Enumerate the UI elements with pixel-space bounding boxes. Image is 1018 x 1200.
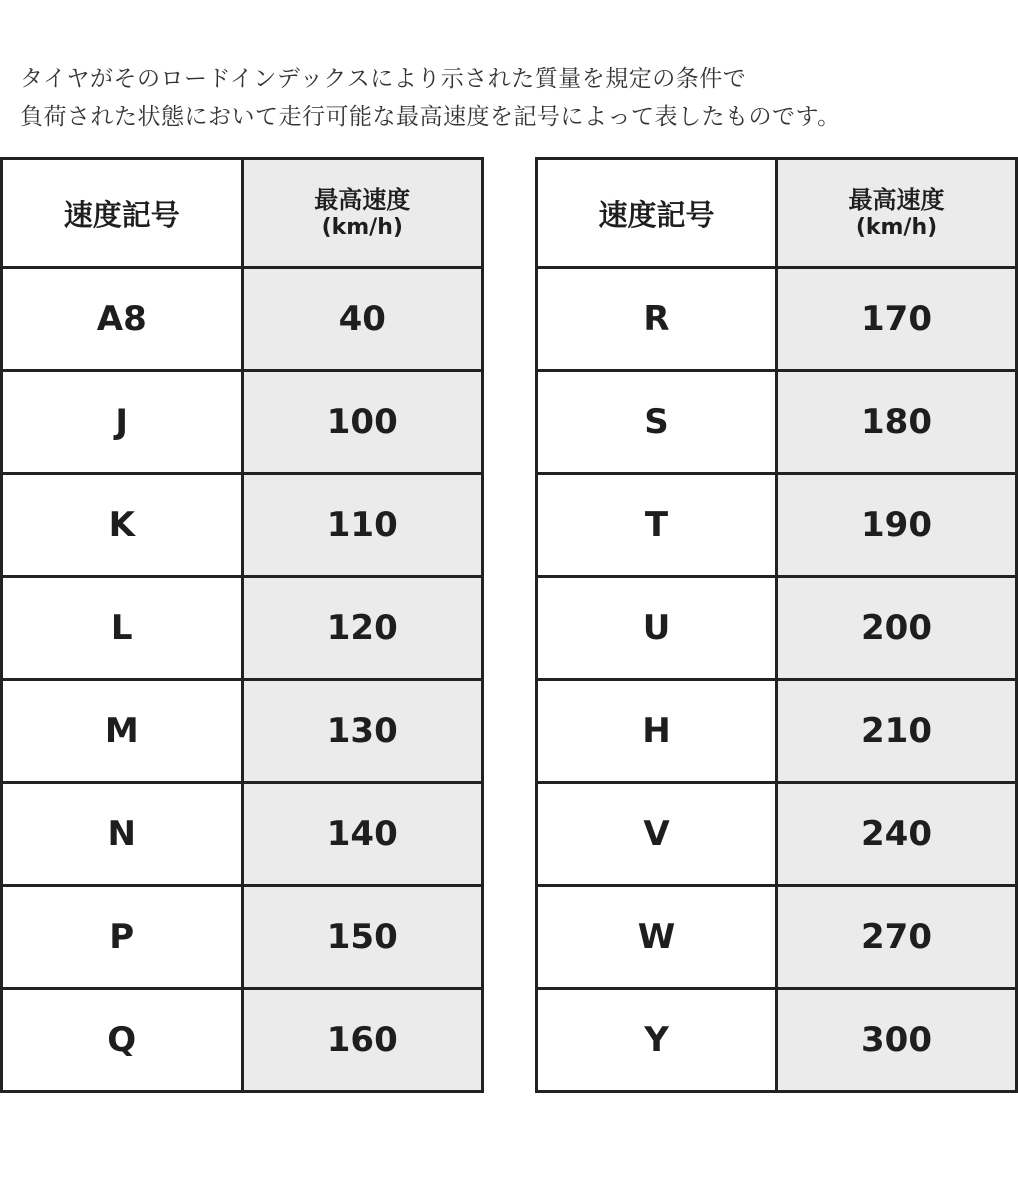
header-row: [2, 159, 483, 268]
table-row: [537, 268, 1017, 371]
max-speed-cell: 160: [242, 989, 483, 1092]
table-row: [2, 783, 483, 886]
speed-symbol-cell: J: [2, 371, 243, 474]
max-speed-cell: 100: [242, 371, 483, 474]
header-speed-title: 最高速度: [314, 186, 411, 214]
max-speed-cell: 150: [242, 886, 483, 989]
speed-table-left: [0, 157, 484, 1093]
speed-symbol-cell: M: [2, 680, 243, 783]
table-row: [2, 989, 483, 1092]
table-row: [537, 989, 1017, 1092]
header-code: 速度記号: [2, 159, 243, 268]
table-row: [537, 577, 1017, 680]
max-speed-cell: 110: [242, 474, 483, 577]
header-speed-unit: (km/h): [855, 215, 938, 240]
speed-symbol-cell: L: [2, 577, 243, 680]
intro-text: [20, 60, 1010, 136]
table-row: [537, 474, 1017, 577]
table-row: [2, 371, 483, 474]
speed-symbol-cell: H: [537, 680, 777, 783]
max-speed-cell: 170: [777, 268, 1017, 371]
max-speed-cell: 210: [777, 680, 1017, 783]
table-row: [537, 886, 1017, 989]
table-row: [537, 371, 1017, 474]
speed-symbol-cell: S: [537, 371, 777, 474]
header-code: 速度記号: [537, 159, 777, 268]
intro-line-1: タイヤがそのロードインデックスにより示された質量を規定の条件で: [20, 66, 747, 92]
speed-symbol-cell: Q: [2, 989, 243, 1092]
speed-symbol-cell: N: [2, 783, 243, 886]
table-row: [2, 474, 483, 577]
table-row: [2, 577, 483, 680]
header-speed: [242, 159, 483, 268]
speed-symbol-cell: R: [537, 268, 777, 371]
max-speed-cell: 140: [242, 783, 483, 886]
speed-table-right: [535, 157, 1018, 1093]
speed-symbol-cell: U: [537, 577, 777, 680]
max-speed-cell: 40: [242, 268, 483, 371]
max-speed-cell: 190: [777, 474, 1017, 577]
max-speed-cell: 200: [777, 577, 1017, 680]
speed-symbol-cell: P: [2, 886, 243, 989]
speed-symbol-cell: T: [537, 474, 777, 577]
max-speed-cell: 240: [777, 783, 1017, 886]
max-speed-cell: 130: [242, 680, 483, 783]
header-speed: [777, 159, 1017, 268]
speed-symbol-cell: A8: [2, 268, 243, 371]
header-speed-unit: (km/h): [321, 215, 403, 240]
header-speed-title: 最高速度: [848, 186, 945, 214]
table-row: [537, 680, 1017, 783]
header-row: [537, 159, 1017, 268]
table-row: [2, 680, 483, 783]
speed-symbol-cell: W: [537, 886, 777, 989]
max-speed-cell: 120: [242, 577, 483, 680]
table-row: [2, 268, 483, 371]
speed-symbol-cell: V: [537, 783, 777, 886]
speed-symbol-cell: K: [2, 474, 243, 577]
max-speed-cell: 300: [777, 989, 1017, 1092]
intro-line-2: 負荷された状態において走行可能な最高速度を記号によって表したものです。: [20, 104, 841, 130]
max-speed-cell: 180: [777, 371, 1017, 474]
table-row: [537, 783, 1017, 886]
speed-symbol-cell: Y: [537, 989, 777, 1092]
max-speed-cell: 270: [777, 886, 1017, 989]
table-row: [2, 886, 483, 989]
